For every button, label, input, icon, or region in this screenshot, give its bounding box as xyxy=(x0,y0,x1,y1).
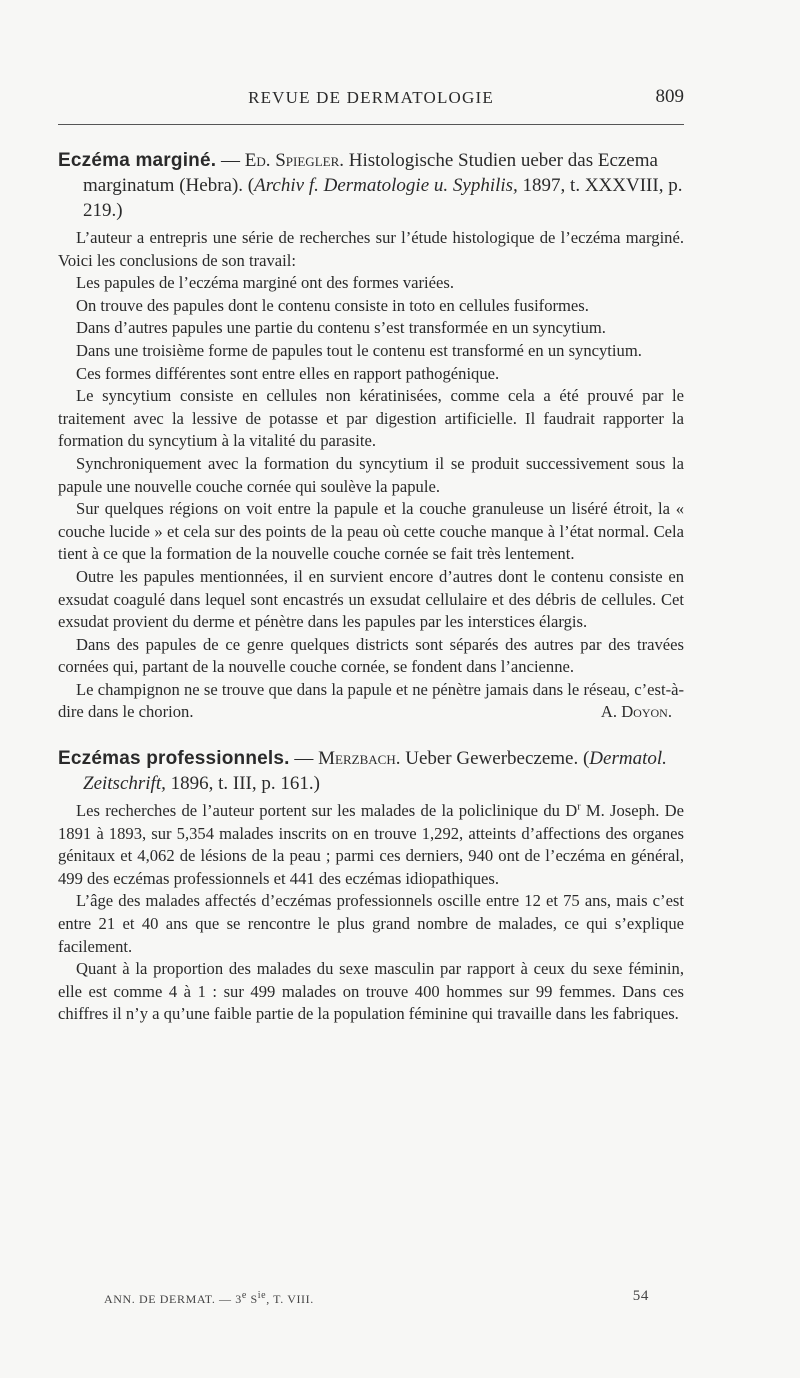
paragraph: Ces formes différentes sont entre elles en rapport pathogénique. xyxy=(76,363,500,383)
entry-author: Ed. Spiegler. xyxy=(244,150,345,171)
entry-dash: — xyxy=(216,150,245,171)
paragraph: Sur quelques régions on voit entre la papule et la couche granuleuse un liséré étroit, la « couche lucide » et cela sur des points de la peau où cette couche manque à l’état normal. Cela tient à ce que la formation de la nouvelle couche cornée se fait très lentement. xyxy=(58,499,684,564)
header-rule xyxy=(58,124,684,125)
paragraph: L’auteur a entrepris une série de recherches sur l’étude histologique de l’eczéma marginé. Voici les conclusions de son travail: xyxy=(58,228,684,270)
paragraph xyxy=(58,800,684,890)
footer-sup: e xyxy=(241,1290,247,1301)
paragraph-text: Les recherches de l’auteur portent sur les malades de la policlinique du D xyxy=(76,801,578,821)
running-title: REVUE DE DERMATOLOGIE xyxy=(248,88,494,107)
footer-text: S xyxy=(246,1292,258,1306)
page-body xyxy=(58,148,684,1026)
paragraph: Les papules de l’eczéma marginé ont des formes variées. xyxy=(76,273,454,293)
entry-reference-tail: 1896, t. III, p. 161.) xyxy=(165,773,320,795)
entry-title: Eczémas professionnels. xyxy=(58,748,290,770)
entry-separator xyxy=(58,724,684,746)
signature: A. Doyon. xyxy=(600,702,672,722)
paragraph-text: M. Joseph. De 1891 à 1893, sur 5,354 malades inscrits on en trouve 1,292, atteints d’affections des organes génitaux et 4,062 de lésions de la peau ; parmi ces derniers, 940 ont de l’eczéma en général, 499 des eczémas professionnels et 441 des eczémas idiopathiques. xyxy=(58,801,684,888)
entry-author: Merzbach. xyxy=(318,748,401,770)
entry-heading-eczemas-professionnels xyxy=(58,746,684,796)
entry-title: Eczéma marginé. xyxy=(58,150,217,171)
paragraph: L’âge des malades affectés d’eczémas professionnels oscille entre 12 et 75 ans, mais c’est entre 21 et 40 ans que se rencontre le plus grand nombre de malades, ce qui s’explique facilement. xyxy=(58,891,684,956)
paragraph: Synchroniquement avec la formation du syncytium il se produit successivement sous la papule une nouvelle couche cornée qui soulève la papule. xyxy=(58,453,684,496)
paragraph: Dans d’autres papules une partie du contenu s’est transformée en un syncytium. xyxy=(76,318,606,338)
page-number: 809 xyxy=(655,86,684,107)
footer-gathering-number: 54 xyxy=(632,1288,649,1304)
entry-reference-tail: 1897, t. XXXVIII, p. 219.) xyxy=(83,175,683,221)
paragraph: Le syncytium consiste en cellules non kératinisées, comme cela a été prouvé par le traitement avec la lessive de potasse et par digestion artificielle. Il faudrait rapporter la formation du syncytium à la vitalité du parasite. xyxy=(58,386,684,451)
entry-journal: Archiv f. Dermatologie u. Syphilis, xyxy=(254,175,518,196)
paragraph: Dans des papules de ce genre quelques districts sont séparés des autres par des travées cornées qui, partant de la nouvelle couche cornée, se fondent dans l’ancienne. xyxy=(58,634,684,677)
entry-reference: Histologische Studien ueber das Eczema marginatum (Hebra). ( xyxy=(83,150,658,196)
footer-text: , T. VIII. xyxy=(266,1292,314,1306)
paragraph: On trouve des papules dont le contenu consiste in toto en cellules fusiformes. xyxy=(76,295,589,315)
paragraph: Quant à la proportion des malades du sexe masculin par rapport à ceux du sexe féminin, elle est comme 4 à 1 : sur 499 malades on trouve 400 hommes sur 99 femmes. Dans ces chiffres il n’y a qu’une faible partie de la population féminine qui travaille dans les fabriques. xyxy=(58,959,684,1024)
entry-journal: Dermatol. Zeitschrift, xyxy=(83,748,667,795)
footer-signature-mark xyxy=(104,1292,314,1307)
paragraph-with-signature xyxy=(58,679,684,724)
superscript: r xyxy=(577,801,581,813)
footer-sup: ie xyxy=(257,1290,267,1301)
entry-reference: Ueber Gewerbeczeme. ( xyxy=(400,748,590,770)
entry-dash: — xyxy=(289,748,319,770)
paragraph: Outre les papules mentionnées, il en survient encore d’autres dont le contenu consiste en exsudat coagulé dans lequel sont encastrés un exsudat cellulaire et des débris de cellules. Cet exsudat provient du derme et pénètre dans les papules par les interstices élargis. xyxy=(58,566,684,632)
running-head xyxy=(58,88,684,112)
footer-text: ANN. DE DERMAT. — 3 xyxy=(104,1292,242,1306)
paragraph-text: Le champignon ne se trouve que dans la papule et ne pénètre jamais dans le réseau, c’est-à-dire dans le chorion. xyxy=(58,679,684,722)
paragraph: Dans une troisième forme de papules tout le contenu est transformé en un syncytium. xyxy=(76,340,642,360)
entry-heading-eczema-margine xyxy=(58,148,684,223)
